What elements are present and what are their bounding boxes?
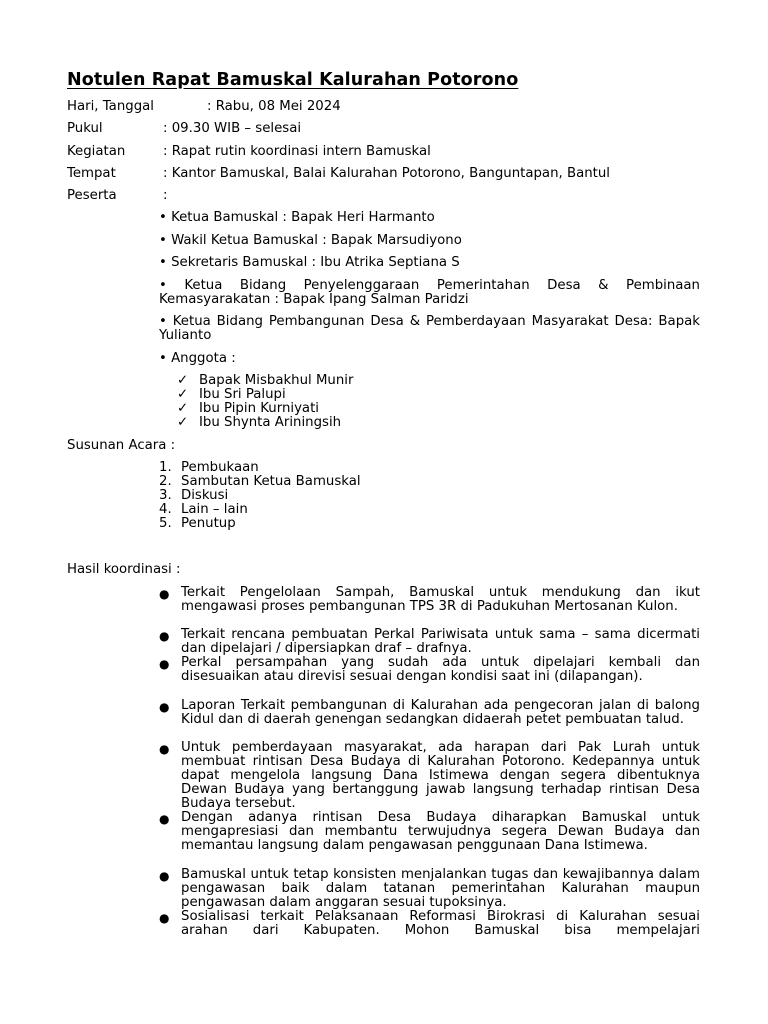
- hasil-item: Terkait Pengelolaan Sampah, Bamuskal untuk mendukung dan ikut mengawasi proses pembangunan TPS 3R di Padukuhan Mertosanan Kulon.: [181, 585, 700, 614]
- hasil-item: Perkal persampahan yang sudah ada untuk dipelajari kembali dan disesuaikan atau direvisi sesuai dengan kondisi saat ini (dilapangan).: [181, 655, 700, 684]
- agenda-number: 3.: [159, 488, 172, 503]
- bullet-icon: ●: [159, 742, 170, 756]
- field-value-pukul: : 09.30 WIB – selesai: [163, 121, 302, 136]
- peserta-item: • Wakil Ketua Bamuskal : Bapak Marsudiyono: [159, 233, 462, 248]
- peserta-item: • Ketua Bidang Penyelenggaraan Pemerintahan Desa & Pembinaan Kemasyarakatan : Bapak Ipang Salman Paridzi: [159, 278, 700, 307]
- hasil-item: Laporan Terkait pembangunan di Kalurahan ada pengecoran jalan di balong Kidul dan di daerah genengan sedangkan didaerah petet pembuatan talud.: [181, 698, 700, 727]
- agenda-item: Lain – lain: [181, 502, 248, 517]
- agenda-number: 4.: [159, 502, 172, 517]
- section-heading-hasil: Hasil koordinasi :: [67, 562, 181, 577]
- field-value-tempat: : Kantor Bamuskal, Balai Kalurahan Potorono, Banguntapan, Bantul: [163, 166, 610, 181]
- agenda-number: 2.: [159, 474, 172, 489]
- anggota-item: Ibu Sri Palupi: [199, 387, 286, 402]
- peserta-item: • Ketua Bamuskal : Bapak Heri Harmanto: [159, 210, 435, 225]
- field-value-peserta: :: [163, 188, 168, 203]
- field-label-tempat: Tempat: [67, 166, 116, 181]
- field-label-peserta: Peserta: [67, 188, 117, 203]
- bullet-icon: ●: [159, 657, 170, 671]
- agenda-item: Sambutan Ketua Bamuskal: [181, 474, 361, 489]
- field-value-hari: : Rabu, 08 Mei 2024: [207, 99, 341, 114]
- agenda-number: 5.: [159, 516, 172, 531]
- bullet-icon: ●: [159, 911, 170, 925]
- bullet-icon: ●: [159, 587, 170, 601]
- hasil-item: Untuk pemberdayaan masyarakat, ada harapan dari Pak Lurah untuk membuat rintisan Desa Budaya di Kalurahan Potorono. Kedepannya untuk dapat mengelola langsung Dana Istimewa dengan segera dibentuknya Dewan Budaya yang bertanggung jawab langsung terhadap rintisan Desa Budaya tersebut.: [181, 740, 700, 811]
- page-title: Notulen Rapat Bamuskal Kalurahan Potorono: [67, 70, 519, 90]
- hasil-item: Sosialisasi terkait Pelaksanaan Reformasi Birokrasi di Kalurahan sesuai arahan dari Kabupaten. Mohon Bamuskal bisa mempelajari: [181, 909, 700, 938]
- anggota-item: Ibu Pipin Kurniyati: [199, 401, 319, 416]
- agenda-item: Penutup: [181, 516, 236, 531]
- checkmark-icon: ✓: [177, 373, 189, 388]
- anggota-item: Ibu Shynta Ariningsih: [199, 415, 342, 430]
- bullet-icon: ●: [159, 869, 170, 883]
- agenda-item: Diskusi: [181, 488, 229, 503]
- peserta-item: • Sekretaris Bamuskal : Ibu Atrika Septiana S: [159, 255, 460, 270]
- field-label-kegiatan: Kegiatan: [67, 144, 126, 159]
- field-value-kegiatan: : Rapat rutin koordinasi intern Bamuskal: [163, 144, 431, 159]
- bullet-icon: ●: [159, 629, 170, 643]
- checkmark-icon: ✓: [177, 401, 189, 416]
- hasil-item: Terkait rencana pembuatan Perkal Pariwisata untuk sama – sama dicermati dan dipelajari / dipersiapkan draf – drafnya.: [181, 627, 700, 656]
- hasil-item: Dengan adanya rintisan Desa Budaya diharapkan Bamuskal untuk mengapresiasi dan membantu terwujudnya segera Dewan Budaya dan memantau langsung dalam pengawasan penggunaan Dana Istimewa.: [181, 810, 700, 853]
- field-label-hari: Hari, Tanggal: [67, 99, 154, 114]
- bullet-icon: ●: [159, 700, 170, 714]
- anggota-item: Bapak Misbakhul Munir: [199, 373, 354, 388]
- peserta-item-anggota: • Anggota :: [159, 351, 236, 366]
- hasil-item: Bamuskal untuk tetap konsisten menjalankan tugas dan kewajibannya dalam pengawasan baik dalam tatanan pemerintahan Kalurahan maupun pengawasan dalam anggaran sesuai tupoksinya.: [181, 867, 700, 910]
- checkmark-icon: ✓: [177, 387, 189, 402]
- bullet-icon: ●: [159, 812, 170, 826]
- agenda-number: 1.: [159, 460, 172, 475]
- section-heading-susunan: Susunan Acara :: [67, 438, 176, 453]
- field-label-pukul: Pukul: [67, 121, 103, 136]
- agenda-item: Pembukaan: [181, 460, 259, 475]
- checkmark-icon: ✓: [177, 415, 189, 430]
- peserta-item: • Ketua Bidang Pembangunan Desa & Pemberdayaan Masyarakat Desa: Bapak Yulianto: [159, 314, 700, 343]
